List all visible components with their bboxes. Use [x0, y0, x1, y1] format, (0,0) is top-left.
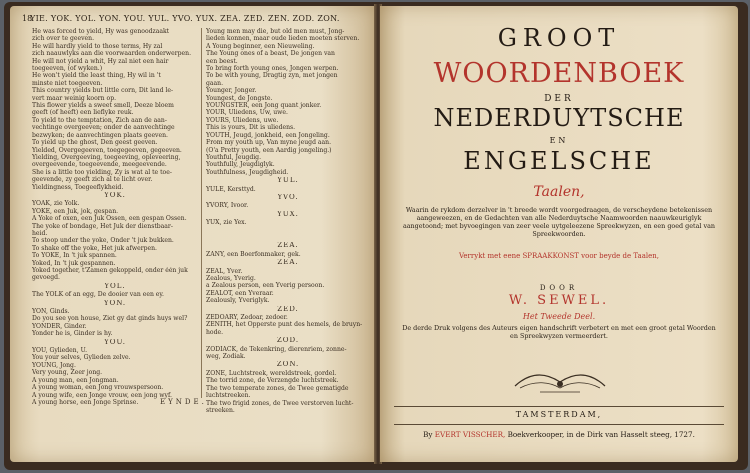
dictionary-line: ZENITH, het Opperste punt des hemels, de bruyn- [206, 321, 363, 329]
dictionary-line: YOUR, Uliedens, Uw, uwe. [206, 109, 288, 117]
dictionary-line: YUX, zie Yex. [206, 219, 247, 227]
imprint-rule-top [394, 406, 724, 407]
section-heading: ZOD. [276, 337, 300, 345]
dictionary-line: Yoked together, t'Zamen gekoppeld, onder één juk [32, 267, 188, 274]
dictionary-line: Zealously, Yveriglyk. [206, 297, 270, 305]
dictionary-line: YOU, Gylieden, U. [32, 347, 88, 355]
dictionary-line: To yield to the temptation, Zich aan de aan- [32, 116, 167, 124]
dictionary-line: Yoked, In 't juk gespannen. [32, 259, 116, 267]
dictionary-line: To be with young, Dragtig zyn, met jongen [206, 72, 338, 80]
imprint-place: TAMSTERDAM, [515, 410, 603, 419]
dictionary-line: zich over te geeven. [32, 35, 95, 43]
dictionary-line: streeken. [206, 406, 235, 414]
dictionary-line: He will hardly yield to those terms, Hy zal [32, 42, 163, 50]
dictionary-line: ZEDOARY, Zedoar, zedoer. [206, 314, 288, 322]
section-heading: YON. [103, 299, 127, 307]
edition-note: De derde Druk volgens des Auteurs eigen handschrift verbetert en met een groot getal Woorden en Spreekwyzen vermeerdert. [402, 324, 716, 340]
dictionary-line: ZODIACK, de Tekenkring, dierenriem, zonne- [206, 345, 347, 353]
author-name: W. SEWEL. [508, 293, 610, 308]
dictionary-line: From my youth up, Van myne jeugd aan. [206, 139, 332, 147]
dictionary-line: To shake off the yoke, Het juk afwerpen. [32, 244, 157, 252]
dictionary-line [206, 234, 370, 241]
dictionary-line: vechtinge overgeeven; onder de aanvechtinge [32, 124, 175, 132]
dictionary-line: a Zealous person, een Yverig persoon. [206, 282, 325, 290]
dictionary-line: geevende, zy geeft zich al te licht over. [32, 176, 153, 184]
dictionary-line: hode. [206, 328, 224, 336]
dictionary-line: The two temperate zones, de Twee gematigde [206, 384, 349, 392]
printer-ornament-icon [510, 368, 610, 396]
dictionary-line: The yoke of bondage, Het Juk der dienstbaar- [32, 222, 173, 230]
dictionary-line: lieden konnen, maar oude lieden moeten sterven. [206, 35, 360, 43]
grammar-note: Verrykt met eene SPRAAKKONST voor beyde de Taalen, [459, 252, 659, 260]
dictionary-line: Young men may die, but old men must, Jong- [206, 28, 345, 35]
dictionary-line: He won't yield the least thing, Hy wil in 't [32, 72, 161, 80]
dictionary-line: YOUNGSTER, een Jong quant jonker. [206, 102, 322, 110]
dictionary-line: YVORY, Ivoor. [206, 202, 249, 210]
imprint-rule-mid [394, 424, 724, 425]
dictionary-line: To yield up the ghost, Den geest geeven. [32, 139, 158, 147]
section-heading: YOL. [104, 282, 126, 290]
dictionary-line: Zealous, Yverig. [206, 275, 256, 282]
dictionary-line: overgeevende, toegeevende, meegeevende. [32, 161, 167, 169]
dictionary-line: Very young, Zeer jong. [32, 369, 103, 377]
dictionary-line: You your selves, Gylieden zelve. [32, 354, 131, 362]
dictionary-line: minste niet toegeeven. [32, 79, 103, 87]
dictionary-line: Yielded, Overgegeeven, toegegeeven, gegeeven. [32, 146, 182, 154]
imprint-line [392, 430, 726, 439]
section-heading: YOU. [104, 338, 126, 346]
dictionary-line: bezwyken; de aanvechtingen plaats geeven. [32, 131, 168, 139]
dictionary-line: Yieldingness, Toegeeflykheid. [32, 183, 124, 191]
dictionary-column-1 [32, 28, 198, 406]
dictionary-line: The Young ones of a beast, De jongen van [206, 50, 335, 58]
volume-label: Het Tweede Deel. [522, 312, 596, 321]
dictionary-line: Do you see yon house, Ziet gy dat ginds huys wel? [32, 315, 188, 323]
dictionary-line: Yielding, Overgeeving, toegeeving, opleveering, [32, 153, 181, 161]
dictionary-line: He was forced to yield, Hy was genoodzaakt [32, 28, 170, 35]
section-heading: YUL. [277, 177, 299, 185]
section-heading: YVO. [277, 193, 299, 201]
dictionary-line: To YOKE, In 't juk spannen. [32, 252, 117, 260]
dictionary-line: Youthful, Jeugdig. [206, 153, 262, 161]
dictionary-line [206, 227, 370, 234]
title-groot: GROOT [497, 24, 621, 52]
dictionary-line: Youngest, de Jongste. [206, 94, 273, 102]
dictionary-line: To stoop under the yoke, Onder 't juk bukken. [32, 237, 174, 245]
dictionary-line: zich naauwlyks aan die voorwaarden onderwerpen. [32, 50, 192, 58]
dictionary-line: The YOLK of an egg, De dooier van een ey. [32, 291, 164, 299]
dictionary-line: Youthfulness, Jeugdigheid. [206, 168, 289, 176]
dictionary-line: ZONE, Luchtstreek, wereldstreek, gordel. [206, 369, 337, 377]
dictionary-line: A Yoke of oxen, een Juk Ossen, een gespan Ossen. [32, 215, 187, 223]
dictionary-line: vert maar weinig koorn op. [32, 94, 117, 102]
dictionary-column-2 [206, 28, 370, 414]
dictionary-line: een beest. [206, 57, 238, 65]
title-en: EN [549, 136, 569, 145]
title-nederduytsche: NEDERDUYTSCHE [433, 104, 685, 132]
dictionary-line: This country yields but little corn, Dit land le- [32, 87, 174, 95]
title-woordenboek: WOORDENBOEK [433, 58, 685, 89]
dictionary-line: A young man, een Jongman. [32, 376, 119, 384]
dictionary-line: This is yours, Dit is uliedens. [206, 124, 296, 132]
imprint-publisher: EVERT VISSCHER, [434, 430, 506, 439]
dictionary-line: Youthfully, Jeugdiglyk. [206, 161, 275, 169]
dictionary-line: ZEALOT, een Yveraar. [206, 289, 274, 297]
imprint-address: Boekverkooper, in de Dirk van Hasselt steeg, 1727. [507, 430, 695, 439]
column-divider [201, 28, 202, 398]
section-heading: ZEA. [277, 242, 299, 250]
dictionary-line: weg, Zodiak. [206, 353, 246, 361]
dictionary-line: YONDER, Ginder. [32, 322, 87, 330]
dictionary-line: Younger, Jonger. [206, 87, 257, 95]
title-page [380, 6, 738, 462]
title-engelsche: ENGELSCHE [463, 147, 655, 175]
dictionary-line: A Young beginner, een Nieuweling. [206, 42, 315, 50]
dictionary-line: This flower yields a sweet smell, Deeze bloem [32, 102, 174, 110]
dictionary-line: YON, Ginds. [32, 308, 70, 316]
title-taalen: Taalen, [533, 184, 585, 200]
dictionary-line: YOAK, zie Yolk. [32, 200, 80, 208]
section-heading: ZON. [276, 361, 300, 369]
dictionary-line: A young wife, een Jonge vrouw, een jong wyf. [32, 391, 172, 399]
dictionary-line: YOURS, Uliedens, uwe. [206, 116, 279, 124]
end-word: EYNDE. [160, 398, 207, 406]
dictionary-line: He will not yield a whit, Hy zal niet een hair [32, 57, 169, 65]
title-description: Waarin de rykdom derzelver in 't breede wordt voorgedraagen, de verscheydene betekenissen aangeweezen, en de Gedachten van alle Nederduytsche Naamwoorden naauwkeuriglyk aangetoond; met byvoegingen van zeer veele uytgeleezene Spreekwyzen, en een goed getal van Spreekwoorden. [402, 206, 716, 238]
section-heading: ZEA. [277, 259, 299, 267]
left-page [10, 6, 376, 462]
dictionary-line: A young woman, een Jong vrouwspersoon. [32, 384, 164, 392]
section-heading: ZED. [277, 305, 299, 313]
dictionary-line: She is a little too yielding, Zy is wat al te toe- [32, 168, 172, 176]
section-heading: YOK. [104, 191, 126, 199]
dictionary-line: YOUTH, Jeugd, jonkheid, een Jongeling. [206, 131, 330, 139]
page-number: 18 [22, 14, 33, 23]
dictionary-line: gevoegd. [32, 274, 60, 282]
dictionary-line: To bring forth young ones, Jongen werpen. [206, 65, 339, 73]
dictionary-line: Yonder he is, Ginder is hy. [32, 330, 113, 338]
dictionary-line: YOUNG, Jong. [32, 361, 76, 369]
dictionary-line: YOKE, een Juk, jok, gespan. [32, 207, 119, 215]
dictionary-line: geeft (of heeft) een lieflyke reuk. [32, 109, 134, 117]
dictionary-line: The two frigid zones, de Twee verstorven lucht- [206, 399, 354, 407]
imprint-by: By [423, 430, 433, 439]
dictionary-line: (O'a Pretty youth, een Aardig jongeling.) [206, 146, 332, 154]
dictionary-line: A young horse, een Jonge Sprinse. [32, 398, 139, 406]
by-label: DOOR [539, 284, 579, 292]
dictionary-line: luchtstreeken. [206, 392, 251, 400]
dictionary-line: toegeeven, (of wyken.) [32, 65, 103, 73]
dictionary-line: gaan. [206, 79, 224, 87]
section-heading: YUX. [277, 210, 299, 218]
running-head: YIE. YOK. YOL. YON. YOU. YUL. YVO. YUX. ZEA. ZED. ZEN. ZOD. ZON. [30, 14, 340, 23]
title-der: DER [544, 94, 574, 104]
dictionary-line: ZANY, een Boerfonmaker, gek. [206, 250, 301, 258]
dictionary-line: YULE, Kersttyd. [206, 185, 256, 193]
dictionary-line: heid. [32, 229, 48, 237]
dictionary-line: The torrid zone, de Verzengde luchtstreek. [206, 377, 339, 385]
dictionary-line: ZEAL, Yver. [206, 267, 243, 275]
